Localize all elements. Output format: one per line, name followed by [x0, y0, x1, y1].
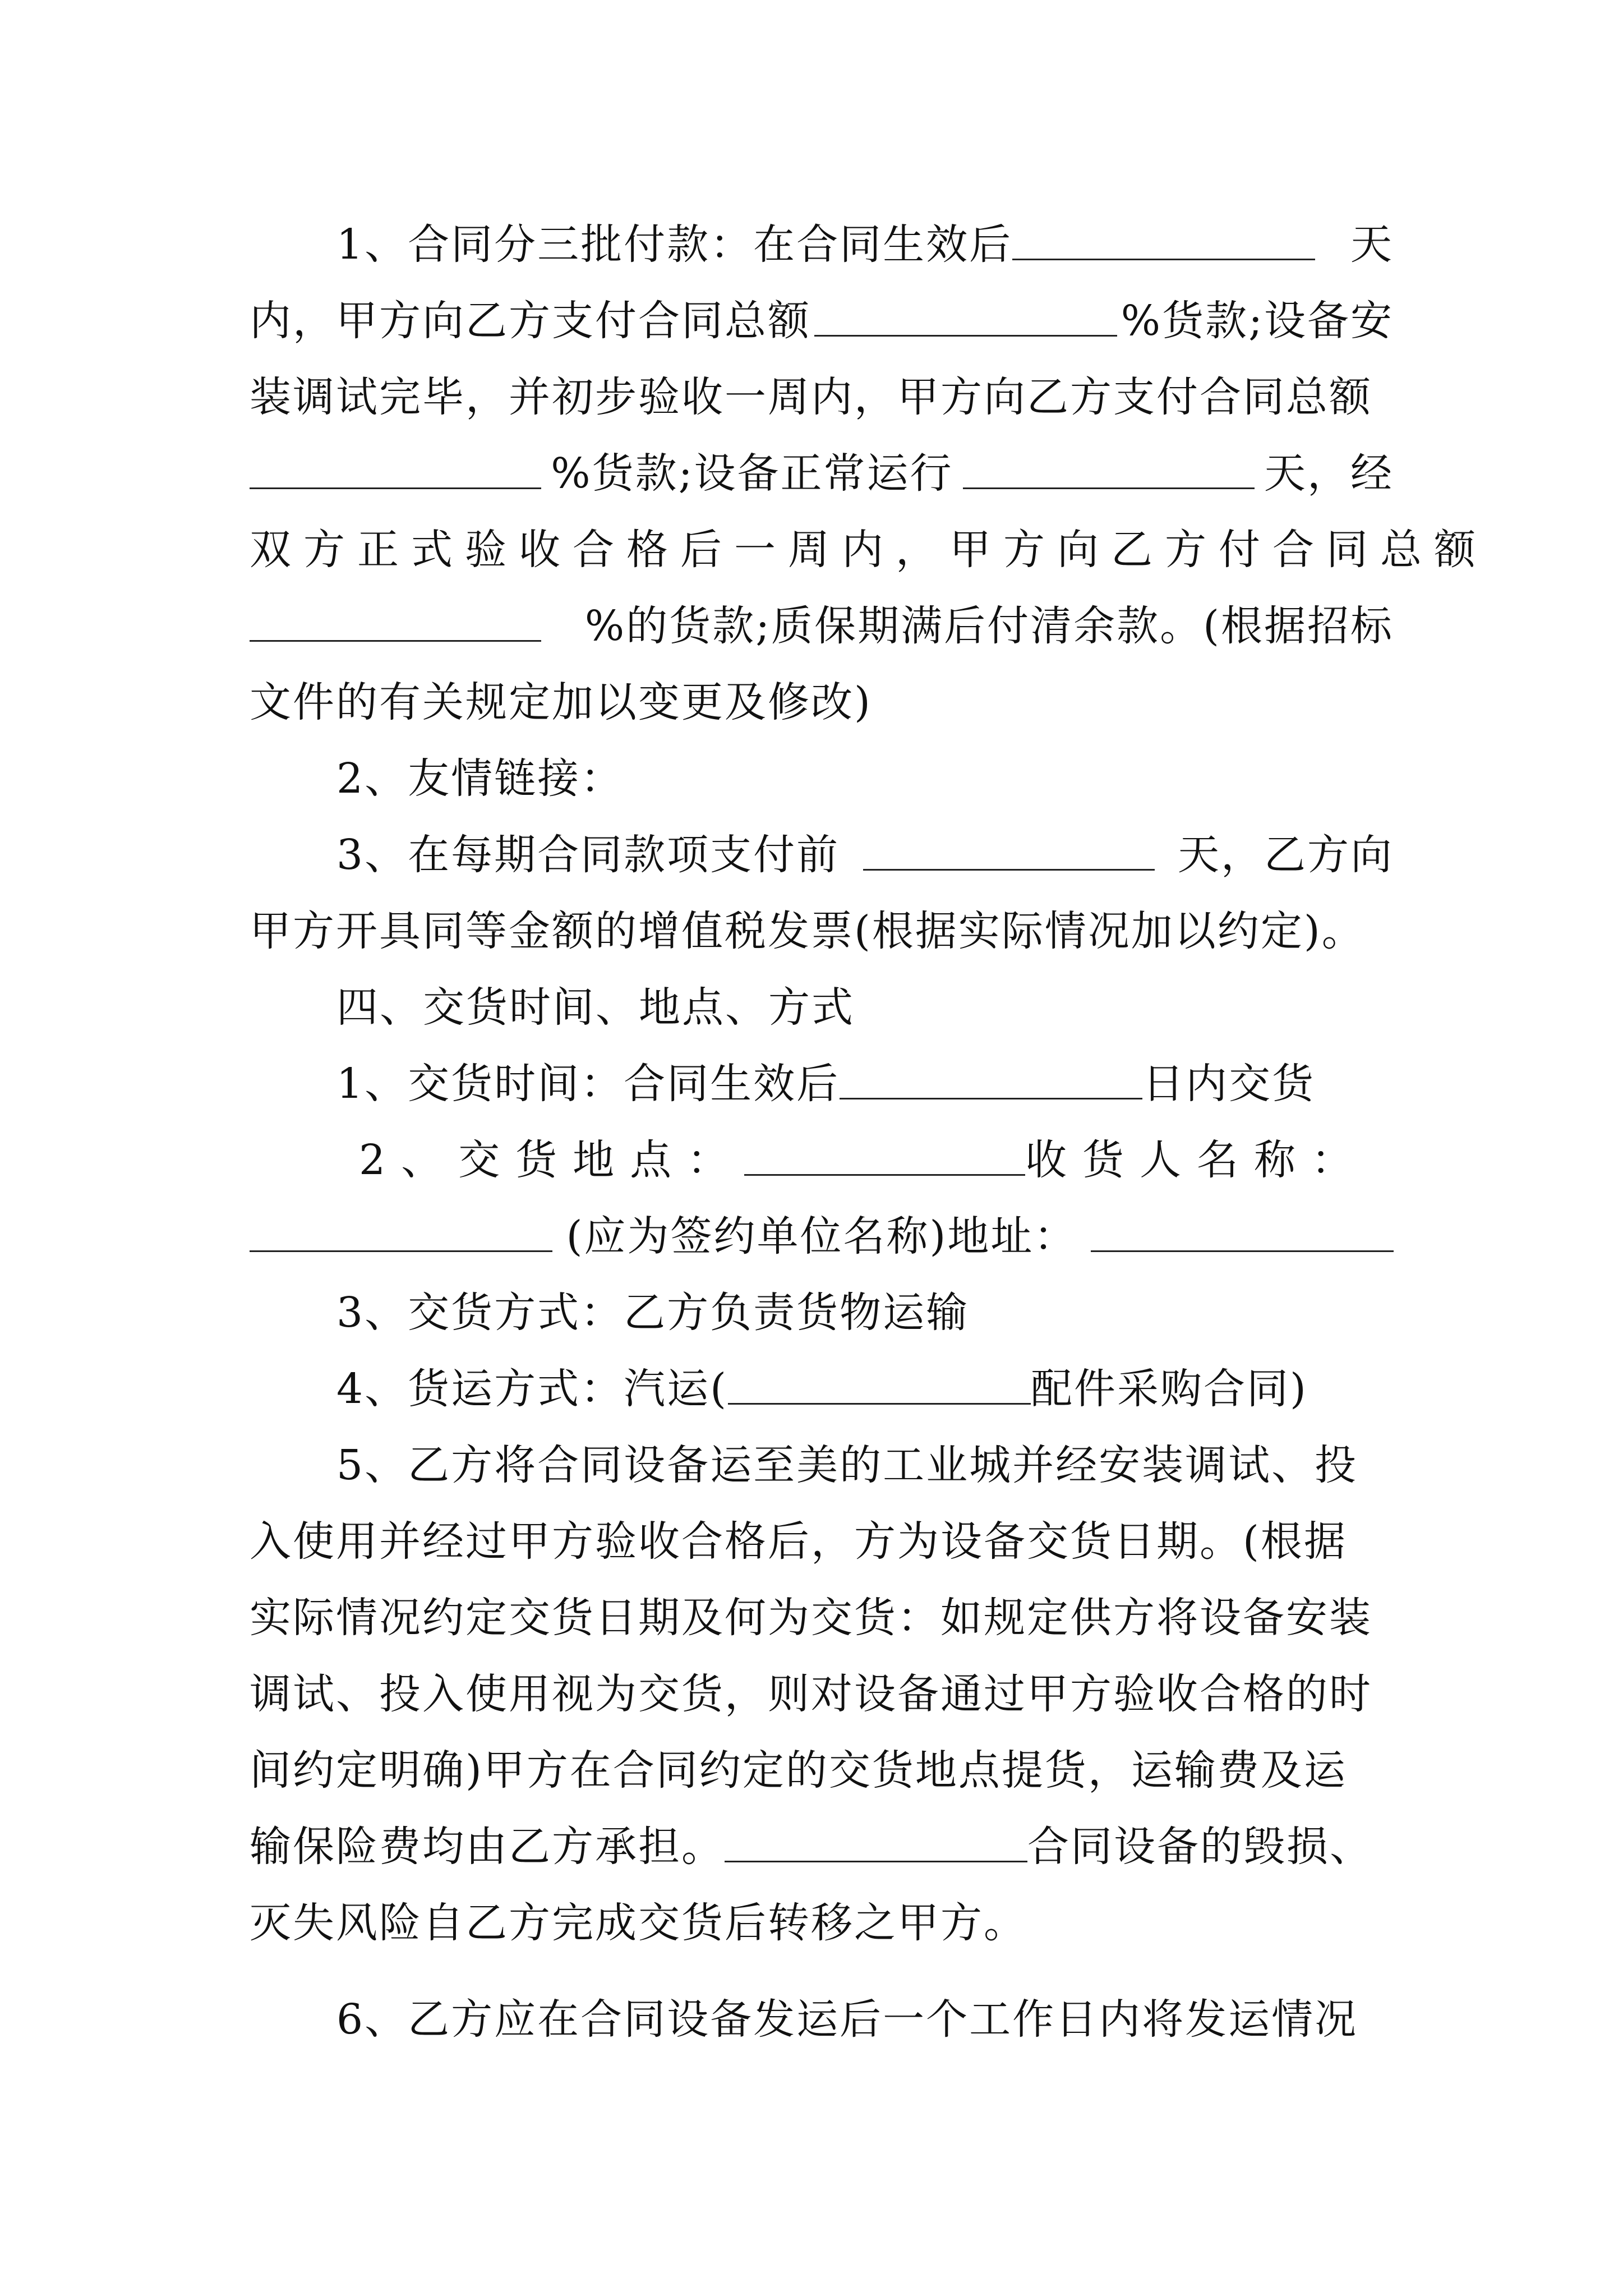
text-segment: 1、合同分三批付款：在合同生效后 [336, 220, 1013, 269]
blank-line [840, 1053, 1142, 1099]
blank-line [250, 443, 541, 489]
text-segment: 输保险费均由乙方承担。 [250, 1823, 725, 1871]
invoice-clause-line-1 [336, 817, 1394, 893]
payment-clause-line-4 [250, 435, 1394, 512]
clause-5-line-7 [250, 1885, 1394, 1961]
freight-method-line [336, 1351, 1394, 1427]
text-segment: 1、交货时间：合同生效后 [336, 1060, 840, 1108]
delivery-address-line [250, 1198, 1394, 1274]
clause-6-line-1 [336, 1981, 1394, 2058]
text-segment: 2、交货地点： [359, 1136, 745, 1184]
delivery-time-line [336, 1046, 1394, 1122]
delivery-place-line [359, 1122, 1368, 1198]
clause-5-line-2 [250, 1503, 1394, 1580]
blank-line [725, 1816, 1027, 1862]
payment-clause-line-6 [250, 588, 1394, 664]
text-segment: 天 [1350, 220, 1394, 269]
text-segment: (应为签约单位名称)地址： [566, 1212, 1077, 1260]
payment-clause-line-3 [250, 359, 1394, 435]
text-segment: %的货款;质保期满后付清余款。(根据招标 [584, 602, 1394, 650]
payment-clause-line-2 [250, 283, 1394, 359]
payment-clause-line-5 [250, 512, 1488, 588]
invoice-clause-line-2 [250, 893, 1422, 969]
clause-5-line-1 [336, 1427, 1394, 1503]
text-segment: 6、乙方应在合同设备发运后一个工作日内将发运情况 [336, 1995, 1358, 2044]
payment-clause-line-1 [336, 206, 1394, 283]
text-segment: %货款;设备安 [1121, 297, 1394, 345]
text-segment: 文件的有关规定加以变更及修改) [250, 678, 872, 726]
friendly-link-line [336, 740, 1394, 817]
clause-5-line-6 [250, 1809, 1422, 1885]
text-segment: 双方正式验收合格后一周内，甲方向乙方付合同总额 [250, 526, 1488, 574]
clause-5-line-3 [250, 1580, 1394, 1656]
text-segment: 3、在每期合同款项支付前 [336, 831, 840, 879]
payment-clause-line-7 [250, 664, 1394, 740]
text-segment: 甲方开具同等金额的增值税发票(根据实际情况加以约定)。 [250, 907, 1365, 955]
blank-line [863, 824, 1155, 871]
blank-line [744, 1129, 1025, 1176]
text-segment: 灭失风险自乙方完成交货后转移之甲方。 [250, 1899, 1027, 1947]
blank-line [1091, 1205, 1394, 1252]
text-segment: 2、友情链接： [336, 754, 624, 803]
clause-5-line-4 [250, 1656, 1394, 1732]
blank-line [963, 443, 1255, 489]
text-segment: %货款;设备正常运行 [551, 449, 953, 498]
text-segment: 实际情况约定交货日期及何为交货：如规定供方将设备安装 [250, 1594, 1372, 1642]
blank-line [250, 595, 541, 642]
blank-line [728, 1358, 1031, 1405]
text-segment: 收货人名称： [1025, 1136, 1368, 1184]
blank-line [250, 1205, 552, 1252]
text-segment: 4、货运方式：汽运( [336, 1365, 728, 1413]
section-title: 四、交货时间、地点、方式 [336, 983, 855, 1032]
section-heading [336, 969, 1394, 1046]
clause-5-line-5 [250, 1732, 1394, 1809]
text-segment: 内，甲方向乙方支付合同总额 [250, 297, 811, 345]
text-segment: 日内交货 [1142, 1060, 1316, 1108]
text-segment: 合同设备的毁损、 [1027, 1823, 1373, 1871]
text-segment: 5、乙方将合同设备运至美的工业城并经安装调试、投 [336, 1441, 1358, 1489]
text-segment: 配件采购合同) [1030, 1365, 1308, 1413]
text-segment: 天，经 [1264, 449, 1394, 498]
text-segment: 天，乙方向 [1178, 831, 1394, 879]
text-segment: 装调试完毕，并初步验收一周内，甲方向乙方支付合同总额 [250, 373, 1372, 421]
text-segment: 调试、投入使用视为交货，则对设备通过甲方验收合格的时 [250, 1670, 1372, 1718]
blank-line [814, 290, 1117, 337]
text-segment: 间约定明确)甲方在合同约定的交货地点提货，运输费及运 [250, 1746, 1347, 1795]
text-segment: 入使用并经过甲方验收合格后，方为设备交货日期。(根据 [250, 1517, 1347, 1566]
blank-line [1012, 214, 1315, 260]
delivery-method-line [336, 1274, 1394, 1351]
text-segment: 3、交货方式：乙方负责货物运输 [336, 1289, 970, 1337]
